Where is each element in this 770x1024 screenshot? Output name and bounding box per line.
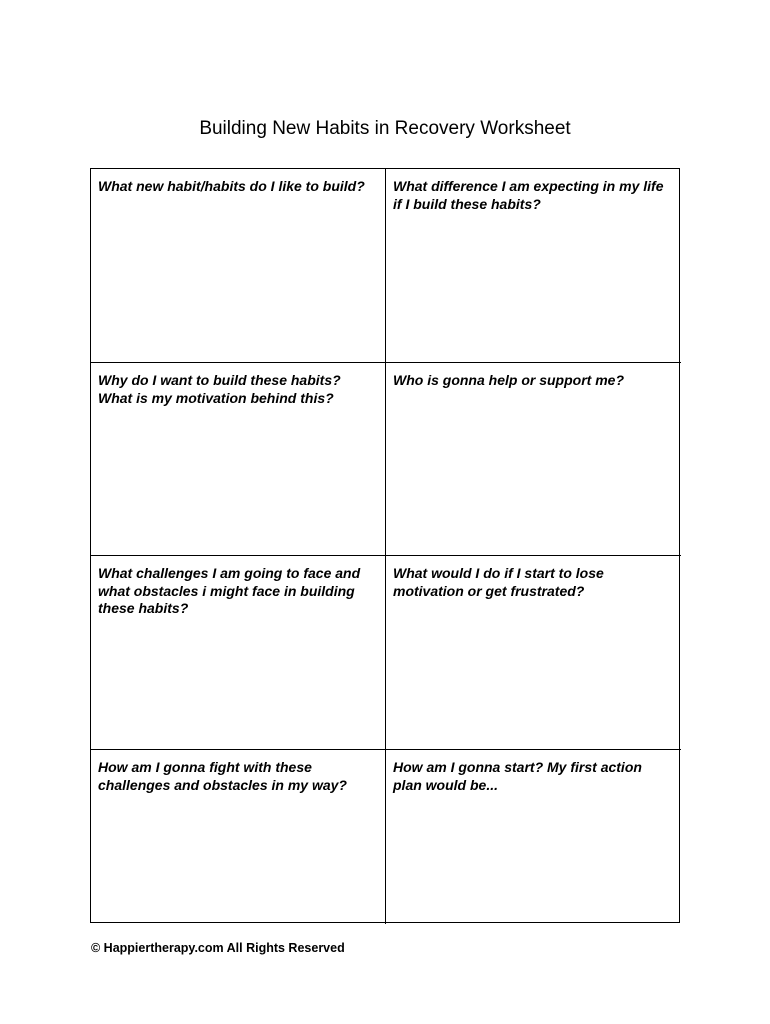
- prompt-box-expected-difference[interactable]: [386, 169, 681, 363]
- prompt-box-challenges[interactable]: [91, 556, 386, 750]
- prompt-box-losing-motivation[interactable]: [386, 556, 681, 750]
- page-title: Building New Habits in Recovery Worksheet: [199, 118, 571, 139]
- worksheet-grid: [90, 168, 680, 923]
- prompt-box-motivation[interactable]: [91, 363, 386, 556]
- copyright-footer: © Happiertherapy.com All Rights Reserved: [91, 941, 345, 955]
- prompt-box-support[interactable]: [386, 363, 681, 556]
- prompt-text: How am I gonna fight with these challenges and obstacles in my way?: [98, 759, 347, 793]
- prompt-text: Who is gonna help or support me?: [393, 372, 624, 388]
- prompt-text: What difference I am expecting in my life if I build these habits?: [393, 178, 664, 212]
- prompt-box-new-habits[interactable]: [91, 169, 386, 363]
- prompt-box-first-action-plan[interactable]: [386, 750, 681, 924]
- prompt-text: What new habit/habits do I like to build?: [98, 178, 365, 194]
- prompt-box-fight-obstacles[interactable]: [91, 750, 386, 924]
- prompt-text: Why do I want to build these habits? What is my motivation behind this?: [98, 372, 341, 406]
- prompt-text: What challenges I am going to face and what obstacles i might face in building these habits?: [98, 565, 361, 616]
- prompt-text: What would I do if I start to lose motivation or get frustrated?: [393, 565, 604, 599]
- prompt-text: How am I gonna start? My first action plan would be...: [393, 759, 642, 793]
